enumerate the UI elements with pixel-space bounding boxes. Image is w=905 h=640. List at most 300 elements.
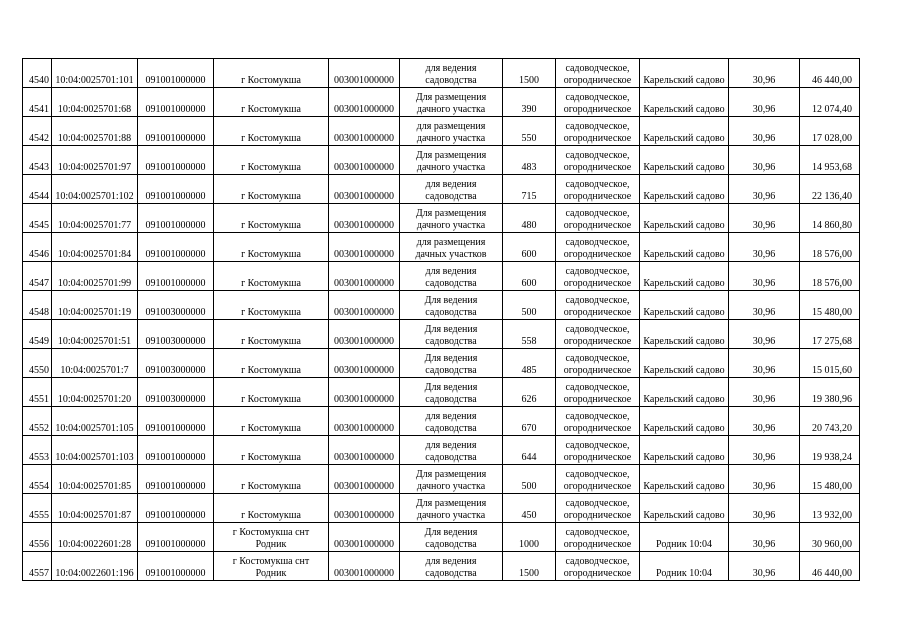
settlement-name: Карельский садово — [643, 422, 725, 434]
area-cell — [503, 233, 556, 262]
specific-value: 30,96 — [752, 451, 776, 463]
land-category-line-1: садоводческое, — [565, 353, 630, 364]
okato-code-cell — [138, 59, 214, 88]
location-line-2: г Костомукша — [241, 306, 301, 318]
row-number-cell — [23, 175, 52, 204]
oktmo-code: 003001000000 — [334, 393, 394, 405]
location-cell — [214, 465, 329, 494]
specific-value: 30,96 — [752, 277, 776, 289]
land-category-line-2: огородническое — [563, 335, 632, 347]
specific-value: 30,96 — [752, 393, 776, 405]
land-category-line-1: садоводческое, — [565, 295, 630, 306]
cadastral-value: 12 074,40 — [812, 103, 852, 115]
okato-code: 091003000000 — [145, 364, 206, 376]
permitted-use-line-2: садоводства — [425, 422, 477, 434]
land-category-line-1: садоводческое, — [565, 411, 630, 422]
okato-code-cell — [138, 494, 214, 523]
row-number-cell — [23, 262, 52, 291]
cadastral-value-cell — [800, 175, 860, 204]
settlement-name: Родник 10:04 — [656, 567, 712, 579]
specific-value: 30,96 — [752, 103, 776, 115]
okato-code-cell — [138, 320, 214, 349]
location-cell — [214, 88, 329, 117]
row-number-cell — [23, 494, 52, 523]
location-cell — [214, 378, 329, 407]
permitted-use-line-1: для ведения — [425, 556, 477, 567]
cadastral-number: 10:04:0025701:77 — [57, 219, 132, 231]
permitted-use-line-1: для ведения — [425, 440, 477, 451]
location-line-2: г Костомукша — [241, 393, 301, 405]
okato-code-cell — [138, 378, 214, 407]
area-cell — [503, 465, 556, 494]
area: 480 — [521, 219, 537, 231]
location-line-2: Родник — [255, 567, 287, 579]
oktmo-code: 003001000000 — [334, 538, 394, 550]
cadastral-value-table — [22, 58, 860, 581]
settlement-name-cell — [640, 59, 729, 88]
oktmo-code-cell — [329, 552, 400, 581]
cadastral-number-cell — [52, 465, 138, 494]
specific-value: 30,96 — [752, 219, 776, 231]
okato-code-cell — [138, 262, 214, 291]
land-category-line-2: огородническое — [563, 103, 632, 115]
row-number-cell — [23, 552, 52, 581]
area: 1500 — [519, 567, 539, 579]
okato-code-cell — [138, 407, 214, 436]
row-number: 4549 — [29, 335, 49, 347]
table-row — [23, 378, 860, 407]
permitted-use-cell — [400, 407, 503, 436]
land-category-cell — [556, 407, 640, 436]
row-number: 4555 — [29, 509, 49, 521]
cadastral-value: 14 953,68 — [812, 161, 852, 173]
table-row — [23, 552, 860, 581]
location-line-1: г Костомукша снт — [232, 527, 310, 538]
settlement-name: Карельский садово — [643, 480, 725, 492]
location-line-1 — [215, 92, 327, 104]
oktmo-code: 003001000000 — [334, 567, 394, 579]
specific-value-cell — [729, 117, 800, 146]
cadastral-number-cell — [52, 233, 138, 262]
settlement-name: Карельский садово — [643, 248, 725, 260]
permitted-use-line-1: для ведения — [425, 63, 477, 74]
cadastral-number: 10:04:0025701:102 — [55, 190, 134, 202]
land-category-line-2: огородническое — [563, 480, 632, 492]
okato-code: 091001000000 — [145, 422, 206, 434]
location-line-1 — [215, 382, 327, 394]
land-category-line-1: садоводческое, — [565, 237, 630, 248]
cadastral-number-cell — [52, 523, 138, 552]
oktmo-code: 003001000000 — [334, 306, 394, 318]
cadastral-number: 10:04:0025701:84 — [57, 248, 132, 260]
area: 600 — [521, 248, 537, 260]
cadastral-number-cell — [52, 59, 138, 88]
cadastral-value-cell — [800, 552, 860, 581]
location-cell — [214, 291, 329, 320]
permitted-use-line-1: Для размещения — [415, 208, 487, 219]
settlement-name-cell — [640, 233, 729, 262]
area: 715 — [521, 190, 537, 202]
area-cell — [503, 175, 556, 204]
oktmo-code: 003001000000 — [334, 364, 394, 376]
oktmo-code: 003001000000 — [334, 480, 394, 492]
cadastral-number: 10:04:0025701:99 — [57, 277, 132, 289]
cadastral-value: 17 028,00 — [812, 132, 852, 144]
settlement-name-cell — [640, 204, 729, 233]
area: 1000 — [519, 538, 539, 550]
location-cell — [214, 320, 329, 349]
specific-value-cell — [729, 465, 800, 494]
land-category-line-2: огородническое — [563, 364, 632, 376]
location-line-1 — [215, 266, 327, 278]
oktmo-code: 003001000000 — [334, 451, 394, 463]
okato-code-cell — [138, 146, 214, 175]
area: 550 — [521, 132, 537, 144]
cadastral-number: 10:04:0025701:68 — [57, 103, 132, 115]
area: 483 — [521, 161, 537, 173]
table-row — [23, 233, 860, 262]
land-category-cell — [556, 59, 640, 88]
row-number: 4554 — [29, 480, 49, 492]
row-number-cell — [23, 291, 52, 320]
permitted-use-line-1: для размещения — [416, 237, 486, 248]
cadastral-value-cell — [800, 320, 860, 349]
cadastral-number-cell — [52, 436, 138, 465]
land-category-cell — [556, 378, 640, 407]
settlement-name: Карельский садово — [643, 335, 725, 347]
location-cell — [214, 523, 329, 552]
permitted-use-line-2: садоводства — [425, 538, 477, 550]
okato-code: 091001000000 — [145, 567, 206, 579]
permitted-use-cell — [400, 494, 503, 523]
settlement-name: Карельский садово — [643, 277, 725, 289]
cadastral-number-cell — [52, 291, 138, 320]
permitted-use-cell — [400, 523, 503, 552]
specific-value-cell — [729, 59, 800, 88]
cadastral-value-cell — [800, 59, 860, 88]
oktmo-code-cell — [329, 88, 400, 117]
table-row — [23, 146, 860, 175]
permitted-use-line-1: Для ведения — [424, 382, 478, 393]
cadastral-number: 10:04:0025701:19 — [57, 306, 132, 318]
settlement-name-cell — [640, 146, 729, 175]
okato-code: 091001000000 — [145, 248, 206, 260]
cadastral-value: 30 960,00 — [812, 538, 852, 550]
area-cell — [503, 436, 556, 465]
permitted-use-line-2: дачного участка — [416, 480, 486, 492]
row-number: 4553 — [29, 451, 49, 463]
cadastral-value-cell — [800, 233, 860, 262]
oktmo-code-cell — [329, 233, 400, 262]
table-row — [23, 523, 860, 552]
cadastral-number: 10:04:0025701:87 — [57, 509, 132, 521]
okato-code: 091003000000 — [145, 335, 206, 347]
permitted-use-line-1: Для размещения — [415, 150, 487, 161]
settlement-name: Карельский садово — [643, 132, 725, 144]
specific-value: 30,96 — [752, 161, 776, 173]
row-number-cell — [23, 117, 52, 146]
row-number: 4540 — [29, 74, 49, 86]
okato-code: 091001000000 — [145, 480, 206, 492]
settlement-name-cell — [640, 552, 729, 581]
settlement-name: Карельский садово — [643, 393, 725, 405]
settlement-name: Карельский садово — [643, 306, 725, 318]
row-number-cell — [23, 436, 52, 465]
oktmo-code-cell — [329, 465, 400, 494]
table-row — [23, 117, 860, 146]
specific-value: 30,96 — [752, 74, 776, 86]
specific-value-cell — [729, 204, 800, 233]
area: 500 — [521, 306, 537, 318]
specific-value-cell — [729, 407, 800, 436]
row-number: 4542 — [29, 132, 49, 144]
settlement-name: Карельский садово — [643, 190, 725, 202]
cadastral-value-cell — [800, 88, 860, 117]
cadastral-number-cell — [52, 552, 138, 581]
okato-code: 091001000000 — [145, 277, 206, 289]
area-cell — [503, 117, 556, 146]
permitted-use-line-2: садоводства — [425, 364, 477, 376]
oktmo-code-cell — [329, 117, 400, 146]
cadastral-value: 17 275,68 — [812, 335, 852, 347]
permitted-use-cell — [400, 146, 503, 175]
land-category-line-1: садоводческое, — [565, 498, 630, 509]
row-number: 4546 — [29, 248, 49, 260]
table-row — [23, 465, 860, 494]
cadastral-number: 10:04:0022601:196 — [55, 567, 134, 579]
location-line-1 — [215, 121, 327, 133]
row-number: 4543 — [29, 161, 49, 173]
cadastral-value-cell — [800, 523, 860, 552]
location-line-2: г Костомукша — [241, 103, 301, 115]
settlement-name-cell — [640, 349, 729, 378]
permitted-use-line-2: садоводства — [425, 451, 477, 463]
specific-value-cell — [729, 552, 800, 581]
location-line-2: г Костомукша — [241, 190, 301, 202]
settlement-name-cell — [640, 320, 729, 349]
specific-value: 30,96 — [752, 538, 776, 550]
location-line-1 — [215, 295, 327, 307]
settlement-name: Родник 10:04 — [656, 538, 712, 550]
land-category-cell — [556, 233, 640, 262]
land-category-line-1: садоводческое, — [565, 556, 630, 567]
row-number-cell — [23, 204, 52, 233]
okato-code: 091001000000 — [145, 538, 206, 550]
location-line-1 — [215, 469, 327, 481]
cadastral-number-cell — [52, 320, 138, 349]
cadastral-number: 10:04:0025701:88 — [57, 132, 132, 144]
cadastral-value-cell — [800, 146, 860, 175]
row-number-cell — [23, 378, 52, 407]
area: 450 — [521, 509, 537, 521]
settlement-name-cell — [640, 175, 729, 204]
cadastral-number: 10:04:0025701:101 — [55, 74, 134, 86]
area: 390 — [521, 103, 537, 115]
area-cell — [503, 378, 556, 407]
table-row — [23, 175, 860, 204]
specific-value: 30,96 — [752, 364, 776, 376]
oktmo-code-cell — [329, 436, 400, 465]
permitted-use-line-2: дачного участка — [416, 219, 486, 231]
settlement-name-cell — [640, 523, 729, 552]
location-cell — [214, 552, 329, 581]
oktmo-code: 003001000000 — [334, 248, 394, 260]
permitted-use-cell — [400, 175, 503, 204]
row-number-cell — [23, 349, 52, 378]
location-line-2: г Костомукша — [241, 422, 301, 434]
cadastral-value-cell — [800, 204, 860, 233]
permitted-use-line-1: Для ведения — [424, 527, 478, 538]
location-line-1 — [215, 179, 327, 191]
okato-code: 091001000000 — [145, 451, 206, 463]
row-number-cell — [23, 407, 52, 436]
area: 626 — [521, 393, 537, 405]
cadastral-value-cell — [800, 494, 860, 523]
oktmo-code-cell — [329, 523, 400, 552]
permitted-use-line-1: для ведения — [425, 179, 477, 190]
settlement-name-cell — [640, 88, 729, 117]
specific-value: 30,96 — [752, 132, 776, 144]
row-number: 4550 — [29, 364, 49, 376]
okato-code-cell — [138, 233, 214, 262]
land-category-cell — [556, 465, 640, 494]
location-line-1 — [215, 324, 327, 336]
land-category-line-2: огородническое — [563, 567, 632, 579]
settlement-name: Карельский садово — [643, 219, 725, 231]
cadastral-value: 46 440,00 — [812, 567, 852, 579]
land-category-line-2: огородническое — [563, 277, 632, 289]
permitted-use-cell — [400, 204, 503, 233]
okato-code-cell — [138, 436, 214, 465]
location-line-2: г Костомукша — [241, 277, 301, 289]
location-line-1 — [215, 150, 327, 162]
location-cell — [214, 436, 329, 465]
permitted-use-line-2: дачного участка — [416, 132, 486, 144]
area: 485 — [521, 364, 537, 376]
location-line-2: г Костомукша — [241, 451, 301, 463]
okato-code: 091001000000 — [145, 103, 206, 115]
okato-code-cell — [138, 523, 214, 552]
okato-code-cell — [138, 552, 214, 581]
location-cell — [214, 146, 329, 175]
permitted-use-line-1: Для размещения — [415, 498, 487, 509]
settlement-name-cell — [640, 494, 729, 523]
location-cell — [214, 407, 329, 436]
oktmo-code: 003001000000 — [334, 161, 394, 173]
cadastral-value-cell — [800, 291, 860, 320]
cadastral-value-cell — [800, 117, 860, 146]
table-row — [23, 291, 860, 320]
oktmo-code-cell — [329, 378, 400, 407]
land-category-cell — [556, 117, 640, 146]
land-category-line-1: садоводческое, — [565, 266, 630, 277]
cadastral-value-cell — [800, 407, 860, 436]
location-line-2: г Костомукша — [241, 509, 301, 521]
specific-value: 30,96 — [752, 567, 776, 579]
permitted-use-cell — [400, 552, 503, 581]
table-row — [23, 436, 860, 465]
permitted-use-line-2: садоводства — [425, 277, 477, 289]
land-category-line-1: садоводческое, — [565, 121, 630, 132]
location-cell — [214, 262, 329, 291]
location-cell — [214, 494, 329, 523]
oktmo-code: 003001000000 — [334, 103, 394, 115]
okato-code: 091001000000 — [145, 190, 206, 202]
settlement-name: Карельский садово — [643, 364, 725, 376]
okato-code: 091001000000 — [145, 219, 206, 231]
specific-value: 30,96 — [752, 248, 776, 260]
row-number-cell — [23, 88, 52, 117]
oktmo-code-cell — [329, 407, 400, 436]
table-row — [23, 407, 860, 436]
land-category-line-2: огородническое — [563, 451, 632, 463]
permitted-use-line-1: Для размещения — [415, 469, 487, 480]
table-row — [23, 88, 860, 117]
location-line-1 — [215, 63, 327, 75]
table-body — [23, 59, 860, 581]
land-category-line-1: садоводческое, — [565, 150, 630, 161]
cadastral-value: 13 932,00 — [812, 509, 852, 521]
area-cell — [503, 88, 556, 117]
permitted-use-cell — [400, 59, 503, 88]
cadastral-value: 46 440,00 — [812, 74, 852, 86]
land-category-line-2: огородническое — [563, 538, 632, 550]
cadastral-value-cell — [800, 378, 860, 407]
row-number: 4548 — [29, 306, 49, 318]
okato-code: 091001000000 — [145, 74, 206, 86]
row-number-cell — [23, 320, 52, 349]
land-category-line-2: огородническое — [563, 248, 632, 260]
oktmo-code-cell — [329, 291, 400, 320]
cadastral-value: 20 743,20 — [812, 422, 852, 434]
oktmo-code: 003001000000 — [334, 509, 394, 521]
specific-value: 30,96 — [752, 190, 776, 202]
permitted-use-line-2: садоводства — [425, 567, 477, 579]
land-category-line-1: садоводческое, — [565, 382, 630, 393]
area-cell — [503, 320, 556, 349]
specific-value-cell — [729, 146, 800, 175]
permitted-use-line-1: для ведения — [425, 411, 477, 422]
location-line-2: г Костомукша — [241, 335, 301, 347]
oktmo-code-cell — [329, 494, 400, 523]
permitted-use-cell — [400, 88, 503, 117]
specific-value: 30,96 — [752, 480, 776, 492]
area: 600 — [521, 277, 537, 289]
row-number: 4541 — [29, 103, 49, 115]
okato-code: 091001000000 — [145, 161, 206, 173]
table-row — [23, 59, 860, 88]
location-cell — [214, 59, 329, 88]
oktmo-code: 003001000000 — [334, 335, 394, 347]
oktmo-code-cell — [329, 59, 400, 88]
specific-value: 30,96 — [752, 509, 776, 521]
okato-code-cell — [138, 88, 214, 117]
settlement-name-cell — [640, 262, 729, 291]
permitted-use-cell — [400, 291, 503, 320]
location-line-2: г Костомукша — [241, 364, 301, 376]
row-number-cell — [23, 523, 52, 552]
location-line-2: Родник — [255, 538, 287, 550]
land-category-cell — [556, 146, 640, 175]
area-cell — [503, 146, 556, 175]
cadastral-number-cell — [52, 494, 138, 523]
okato-code-cell — [138, 465, 214, 494]
location-line-1 — [215, 498, 327, 510]
cadastral-value-cell — [800, 465, 860, 494]
oktmo-code-cell — [329, 349, 400, 378]
okato-code-cell — [138, 204, 214, 233]
land-category-cell — [556, 291, 640, 320]
